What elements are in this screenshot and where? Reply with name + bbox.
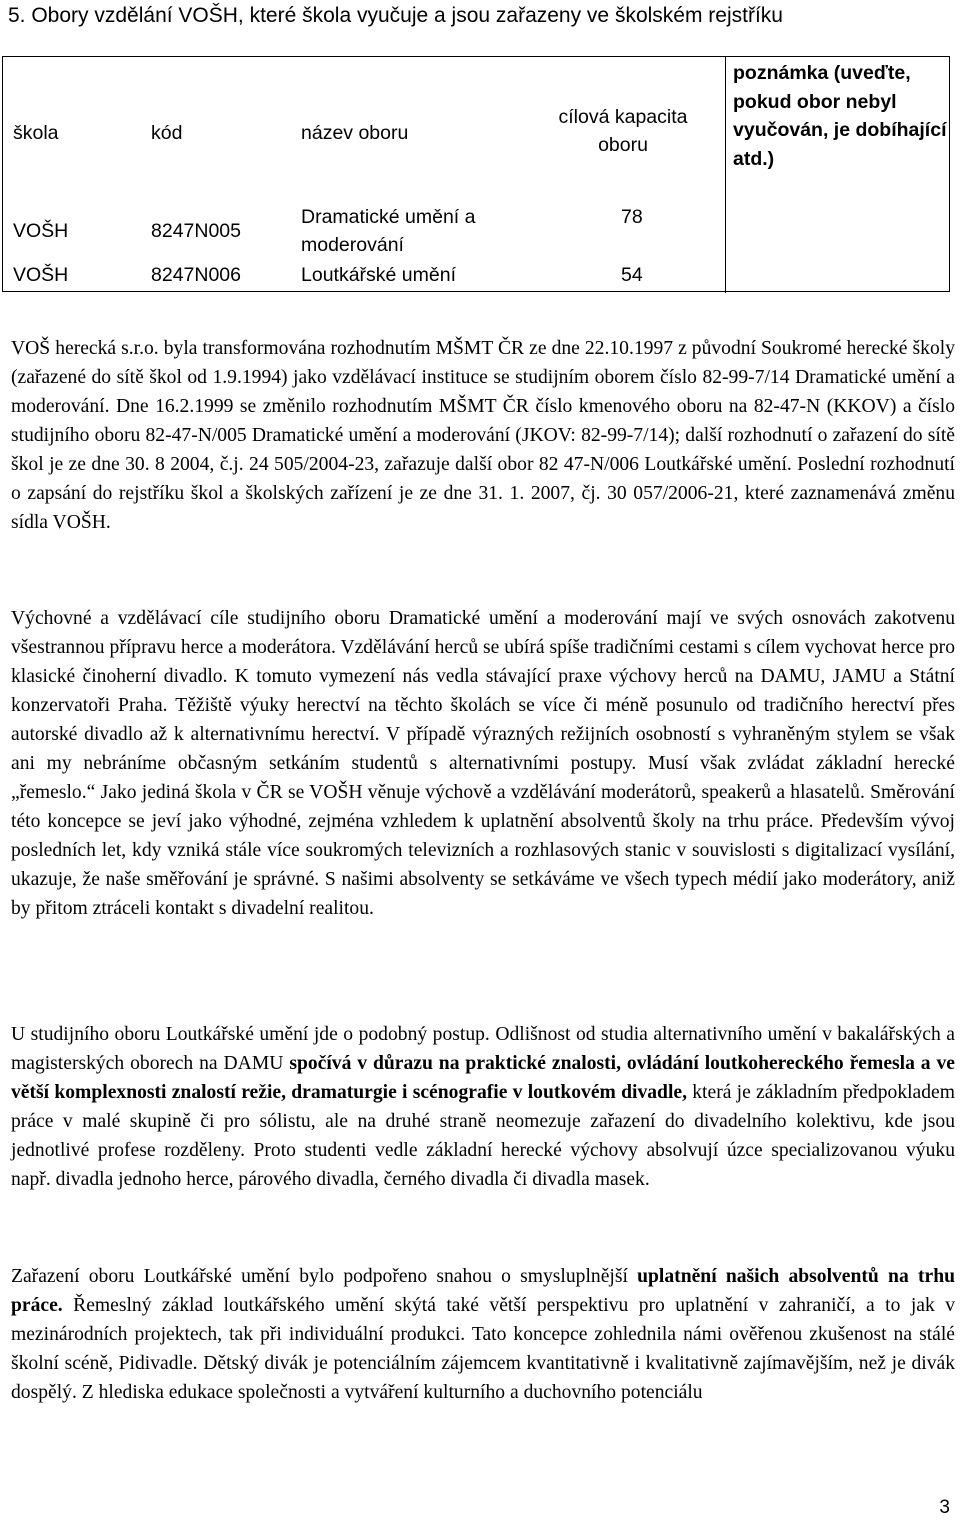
- paragraph-placement: [11, 1262, 955, 1407]
- row-1-nazev-line-1: Dramatické umění a: [301, 206, 476, 228]
- paragraph-puppetry-emphasis: spočívá v důrazu na praktické znalosti, ovládání loutkohereckého řemesla a ve větší komplexnosti znalostí režie, dramaturgie i scénografie v loutkovém divadle,: [11, 1053, 955, 1103]
- row-2-skola: VOŠH: [13, 264, 69, 286]
- paragraph-history: VOŠ herecká s.r.o. byla transformována rozhodnutím MŠMT ČR ze dne 22.10.1997 z původní Soukromé herecké školy (zařazené do sítě škol od 1.9.1994) jako vzdělávací instituce se studijním oborem číslo 82-99-7/14 Dramatické umění a moderování. Dne 16.2.1999 se změnilo rozhodnutím MŠMT ČR číslo kmenového oboru na 82-47-N (KKOV) a číslo studijního oboru 82-47-N/005 Dramatické umění a moderování (JKOV: 82-99-7/14); další rozhodnutí o zařazení do sítě škol je ze dne 30. 8 2004, č.j. 24 505/2004-23, zařazuje další obor 82 47-N/006 Loutkářské umění. Poslední rozhodnutí o zapsání do rejstříku škol a školských zařízení je ze dne 31. 1. 2007, čj. 30 057/2006-21, které zaznamenává změnu sídla VOŠH.: [11, 338, 955, 533]
- paragraph-puppetry-text-1: U studijního oboru Loutkářské umění jde o podobný postup. Odlišnost od studia alternativního umění v bakalářských a magisterských oborech na DAMU: [11, 1024, 955, 1074]
- row-1-skola: VOŠH: [13, 220, 69, 242]
- header-kapacita-line-2: oboru: [598, 134, 648, 156]
- paragraph-puppetry-text-2: která je základním předpokladem práce v malé skupině či pro sólistu, ale na druhé straně neomezuje zařazení do divadelního kolektivu, kde jsou jednotlivé profese rozděleny. Proto studenti vedle základní herecké výchovy absolvují úzce specializovanou výuku např. divadla jednoho herce, párového divadla, černého divadla či divadla masek.: [11, 1082, 955, 1190]
- row-1-nazev: [301, 203, 475, 259]
- row-2-kod: 8247N006: [151, 264, 241, 286]
- section-heading: 5. Obory vzdělání VOŠH, které škola vyučuje a jsou zařazeny ve školském rejstříku: [8, 4, 783, 27]
- fields-table: [2, 56, 950, 292]
- paragraph-placement-text-2: Řemeslný základ loutkářského umění skýtá také větší perspektivu pro uplatnění v zahraničí, a to jak v mezinárodních projektech, tak při individuální produkci. Tato koncepce zohlednila námi ověřenou zkušenost na stálé školní scéně, Pidivadle. Dětský divák je potenciálním zájemcem kvantitativně i kvalitativně zajímavějším, než je divák dospělý. Z hlediska edukace společnosti a vytváření kulturního a duchovního potenciálu: [11, 1295, 955, 1403]
- page-number: 3: [939, 1497, 950, 1518]
- row-2-kapacita: 54: [621, 264, 643, 286]
- header-nazev: název oboru: [301, 122, 409, 144]
- row-2-nazev: Loutkářské umění: [301, 264, 457, 286]
- row-1-nazev-line-2: moderování: [301, 234, 404, 256]
- paragraph-goals: Výchovné a vzdělávací cíle studijního oboru Dramatické umění a moderování mají ve svých osnovách zakotvenu všestrannou přípravu herce a moderátora. Vzdělávání herců se ubírá spíše tradičními cestami s cílem vychovat herce pro klasické činoherní divadlo. K tomuto vymezení nás vedla stávající praxe výchovy herců na DAMU, JAMU a Státní konzervatoři Praha. Těžiště výuky herectví na těchto školách se více či méně posunulo od tradičního herectví přes autorské divadlo až k alternativnímu herectví. V případě výrazných režijních osobností s vyhraněným stylem se však ani my nebráníme občasným setkáním studentů s alternativními postupy. Musí však zvládat základní herecké „řemeslo.“ Jako jediná škola v ČR se VOŠH věnuje výchově a vzdělávání moderátorů, speakerů a hlasatelů. Směrování této koncepce se jeví jako výhodné, zejména vzhledem k uplatnění absolventů školy na trhu práce. Především vývoj posledních let, kdy vzniká stále více soukromých televizních a rozhlasových stanic v souvislosti s digitalizací vysílání, ukazuje, že naše směřování je správné. S našimi absolventy se setkáváme ve všech typech médií jako moderátory, aniž by přitom ztráceli kontakt s divadelní realitou.: [11, 608, 955, 919]
- header-skola: škola: [13, 122, 59, 144]
- header-kapacita: [523, 103, 723, 159]
- paragraph-placement-emphasis: uplatnění našich absolventů na trhu práce.: [11, 1266, 955, 1316]
- table-divider: [725, 57, 726, 293]
- row-1-kapacita: 78: [621, 206, 643, 228]
- row-1-kod: 8247N005: [151, 220, 241, 242]
- paragraph-puppetry: [11, 1020, 955, 1194]
- paragraph-placement-text-1: Zařazení oboru Loutkářské umění bylo podpořeno snahou o smysluplnější: [11, 1266, 638, 1287]
- header-kod: kód: [151, 122, 183, 144]
- header-kapacita-line-1: cílová kapacita: [558, 106, 688, 128]
- header-poznamka: poznámka (uveďte, pokud obor nebyl vyučován, je dobíhající atd.): [733, 62, 947, 170]
